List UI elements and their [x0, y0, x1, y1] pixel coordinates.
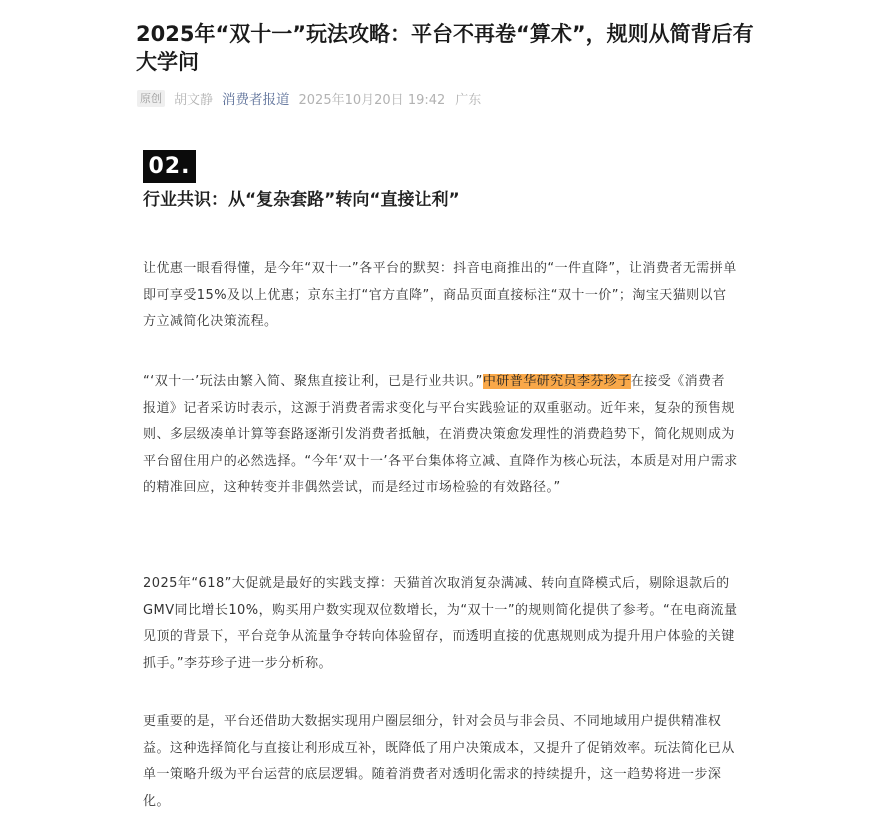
- paragraph-3: 2025年“618”大促就是最好的实践支撑：天猫首次取消复杂满减、转向直降模式后，剔除退款后的GMV同比增长10%，购买用户数实现双位数增长，为“双十一”的规则简化提供了参考。“在电商流量见顶的背景下，平台竞争从流量争夺转向体验留存，而透明直接的优惠规则成为提升用户体验的关键抓手。”李芬珍子进一步分析称。: [143, 576, 738, 671]
- paragraph-2-rest: 在接受《消费者报道》记者采访时表示，这源于消费者需求变化与平台实践验证的双重驱动。近年来，复杂的预售规则、多层级凑单计算等套路逐渐引发消费者抵触，在消费决策愈发理性的消费趋势下，简化规则成为平台留住用户的必然选择。“今年‘双十一’各平台集体将立减、直降作为核心玩法，本质是对用户需求的精准回应，这种转变并非偶然尝试，而是经过市场检验的有效路径。”: [143, 374, 738, 495]
- paragraph-1: 让优惠一眼看得懂，是今年“双十一”各平台的默契：抖音电商推出的“一件直降”，让消费者无需拼单即可享受15%及以上优惠；京东主打“官方直降”，商品页面直接标注“双十一价”；淘宝天猫则以官方立减简化决策流程。: [143, 261, 737, 329]
- publish-date: 2025年10月20日 19:42: [298, 92, 446, 108]
- paragraph-2-quote: “‘双十一’玩法由繁入简、聚焦直接让利，已是行业共识。”: [143, 374, 483, 389]
- section-number-badge: 02.: [143, 150, 196, 183]
- section-heading: 行业共识：从“复杂套路”转向“直接让利”: [143, 190, 460, 210]
- author-name: 胡文静: [174, 92, 214, 108]
- article-meta: [137, 89, 481, 107]
- account-link[interactable]: 消费者报道: [222, 92, 290, 108]
- article-title: 2025年“双十一”玩法攻略：平台不再卷“算术”，规则从简背后有大学问: [136, 22, 754, 74]
- highlighted-name: 中研普华研究员李芬珍子: [482, 374, 631, 389]
- paragraph-2: [143, 369, 738, 502]
- publish-location: 广东: [455, 92, 482, 108]
- paragraph-4: 更重要的是，平台还借助大数据实现用户圈层细分，针对会员与非会员、不同地域用户提供精准权益。这种选择简化与直接让利形成互补，既降低了用户决策成本，又提升了促销效率。玩法简化已从单一策略升级为平台运营的底层逻辑。随着消费者对透明化需求的持续提升，这一趋势将进一步深化。: [143, 714, 735, 809]
- original-tag: 原创: [137, 90, 165, 107]
